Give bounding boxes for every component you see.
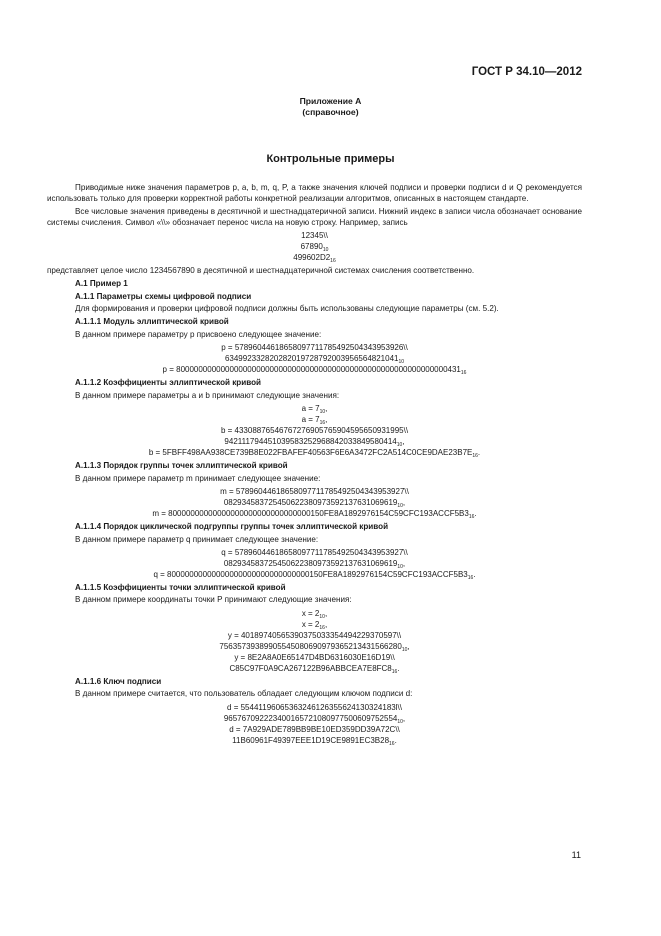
value-line: C85C97F0A9CA267122B96ABBCEA7E8FC8 — [229, 663, 392, 673]
value-line: y = 40189740565390375033354494229370597\\ — [227, 630, 402, 640]
section-text: В данном примере параметры a и b принимают следующие значения: — [75, 390, 340, 400]
document-body — [47, 182, 582, 748]
section-text: В данном примере параметру p присвоено следующее значение: — [75, 329, 322, 339]
value-line: q = 57896044618658097711785492504343953927\\ — [221, 547, 408, 557]
example-line: 12345\\ — [301, 231, 328, 241]
value-line: b = 43308876546767276905765904595650931995\\ — [220, 425, 409, 435]
value-line: 11B60961F49397EEE1D19CE9891EC3B28 — [232, 735, 390, 745]
base-subscript: 10 — [397, 502, 403, 509]
appendix-subtitle: (справочное) — [302, 107, 359, 117]
section-heading: А.1.1.5 Коэффициенты точки эллиптической кривой — [75, 582, 286, 592]
section-heading: А.1.1.6 Ключ подписи — [75, 676, 162, 686]
section-text: Для формирования и проверки цифровой подписи должны быть использованы следующие параметры (см. 5.2). — [75, 304, 499, 314]
value-line: d = 55441196065363246126355624130324183l\\ — [227, 702, 402, 712]
section-heading: А.1 Пример 1 — [75, 279, 128, 289]
base-subscript: 16 — [389, 740, 395, 747]
base-subscript: 10 — [322, 247, 329, 254]
base-subscript: 16 — [319, 419, 326, 426]
coefficients-block: $a = 7_{10}$, $a = 7_{16}$, b = 43308876546767276905765904595650931995\\ $942111794451039583252968842033849580414_{10}$, $b = 5FBFF498AA938CE739B8E022FBAFEF40563F6E6A3472FC2A514C0CE9DAE23B7E_{16}$. — [148, 403, 481, 459]
base-subscript: 16 — [467, 574, 474, 581]
base-subscript: 10 — [319, 613, 325, 620]
base-subscript: 16 — [330, 258, 336, 265]
signature-key-block: d = 55441196065363246126355624130324183l\\ $965767092223400165721080977500609752554_{10}$, d = 7A929ADE789BB9BE10ED359DD39A72C\\ $11B60961F49397EEE1D19CE9891EC3B28_{16}$. — [223, 702, 406, 747]
base-subscript: 16 — [468, 513, 475, 520]
point-coordinates-block: $x = 2_{10}$, $x = 2_{16}$, y = 40189740565390375033354494229370597\\ $75635739389905545080690979365213431566280_{10}$, y = 8E2A8A0E65147D4BD6316030E16D19\\ $C85C97F0A9CA267122B96ABBCEA7E8FC8_{16}$. — [219, 608, 410, 675]
intro-paragraph-3: представляет целое число 1234567890 в десятичной и шестнадцатеричной системах счисления соответственно. — [47, 266, 475, 276]
intro-paragraph-2: Все числовые значения приведены в десятичной и шестнадцатеричной записи. Нижний индекс в записи числа обозначает основание системы счисления. Символ «\\» обозначает перенос числа на новую строку. Например, запись — [47, 206, 582, 228]
value-line: a = 7 — [301, 403, 320, 413]
value-line: m = 57896044618658097711785492504343953927\\ — [220, 486, 409, 496]
section-text: В данном примере координаты точки P принимают следующие значения: — [75, 595, 352, 605]
value-line: b = 5FBFF498AA938CE739B8E022FBAFEF40563F6E6A3472FC2A514C0CE9DAE23B7E — [148, 447, 473, 457]
section-text: В данном примере параметр q принимает следующее значение: — [75, 534, 319, 544]
base-subscript: 10 — [396, 441, 403, 448]
section-heading: А.1.1.3 Порядок группы точек эллиптической кривой — [75, 460, 288, 470]
section-heading: А.1.1.1 Модуль эллиптической кривой — [75, 317, 229, 327]
example-line: 67890 — [300, 242, 323, 252]
appendix-label: Приложение А — [299, 96, 362, 106]
value-line: x = 2 — [301, 608, 320, 618]
base-subscript: 10 — [397, 718, 403, 725]
value-line: a = 7 — [301, 414, 320, 424]
value-line: 082934583725450622380973592137631069619 — [223, 558, 398, 568]
standard-header: ГОСТ Р 34.10—2012 — [471, 66, 582, 78]
base-subscript: 10 — [398, 359, 405, 366]
group-order-block: m = 57896044618658097711785492504343953927\\ $082934583725450622380973592137631069619_{10}$, $m = 80000000000000000000000000000000150FE8A1892976154C59CFC193ACCF5B3_{16}$. — [152, 486, 477, 520]
value-line: 082934583725450622380973592137631069619 — [223, 497, 398, 507]
value-line: 75635739389905545080690979365213431566280 — [219, 641, 402, 651]
modulus-block — [47, 342, 582, 375]
example-line: 499602D2 — [293, 253, 331, 263]
subgroup-order-block: q = 57896044618658097711785492504343953927\\ $082934583725450622380973592137631069619_{10}$, $q = 80000000000000000000000000000000150FE8A1892976154C59CFC193ACCF5B3_{16}$. — [153, 547, 476, 581]
value-line: q = 80000000000000000000000000000000150FE8A1892976154C59CFC193ACCF5B3 — [153, 569, 468, 579]
section-heading: А.1.1.4 Порядок циклической подгруппы группы точек эллиптической кривой — [75, 521, 389, 531]
base-subscript: 16 — [319, 624, 325, 631]
section-text: В данном примере считается, что пользователь обладает следующим ключом подписи d: — [75, 689, 413, 699]
base-subscript: 10 — [319, 408, 326, 415]
value-line: p = 8000000000000000000000000000000000000000000000000000000000000431 — [162, 365, 461, 375]
section-text: В данном примере параметр m принимает следующее значение: — [75, 473, 321, 483]
notation-example — [47, 230, 582, 263]
value-line: 942111794451039583252968842033849580414 — [224, 436, 397, 446]
intro-paragraph-1: Приводимые ниже значения параметров p, a, b, m, q, P, а также значения ключей подписи и проверки подписи d и Q рекомендуется использовать только для проверки корректной работы конкретной реализации алгоритмов, описанных в настоящем стандарте. — [47, 183, 582, 204]
value-line: 634992332820282019728792003956564821041 — [224, 354, 399, 364]
base-subscript: 16 — [460, 370, 467, 377]
value-line: 965767092223400165721080977500609752554 — [223, 713, 398, 723]
value-line: d = 7A929ADE789BB9BE10ED359DD39A72C\\ — [229, 724, 400, 734]
base-subscript: 10 — [397, 563, 403, 570]
value-line: x = 2 — [301, 619, 320, 629]
section-heading: А.1.1 Параметры схемы цифровой подписи — [75, 291, 252, 301]
base-subscript: 16 — [472, 452, 478, 459]
value-line: y = 8E2A8A0E65147D4BD6316030E16D19\\ — [234, 652, 395, 662]
page-title: Контрольные примеры — [266, 153, 395, 165]
base-subscript: 10 — [401, 646, 408, 653]
value-line: p = 57896044618658097711785492504343953926\\ — [221, 343, 408, 353]
base-subscript: 16 — [391, 668, 398, 675]
appendix-title — [0, 96, 661, 118]
section-heading: А.1.1.2 Коэффициенты эллиптической кривой — [75, 378, 262, 388]
page-number: 11 — [571, 850, 581, 860]
value-line: m = 80000000000000000000000000000000150FE8A1892976154C59CFC193ACCF5B3 — [152, 508, 469, 518]
